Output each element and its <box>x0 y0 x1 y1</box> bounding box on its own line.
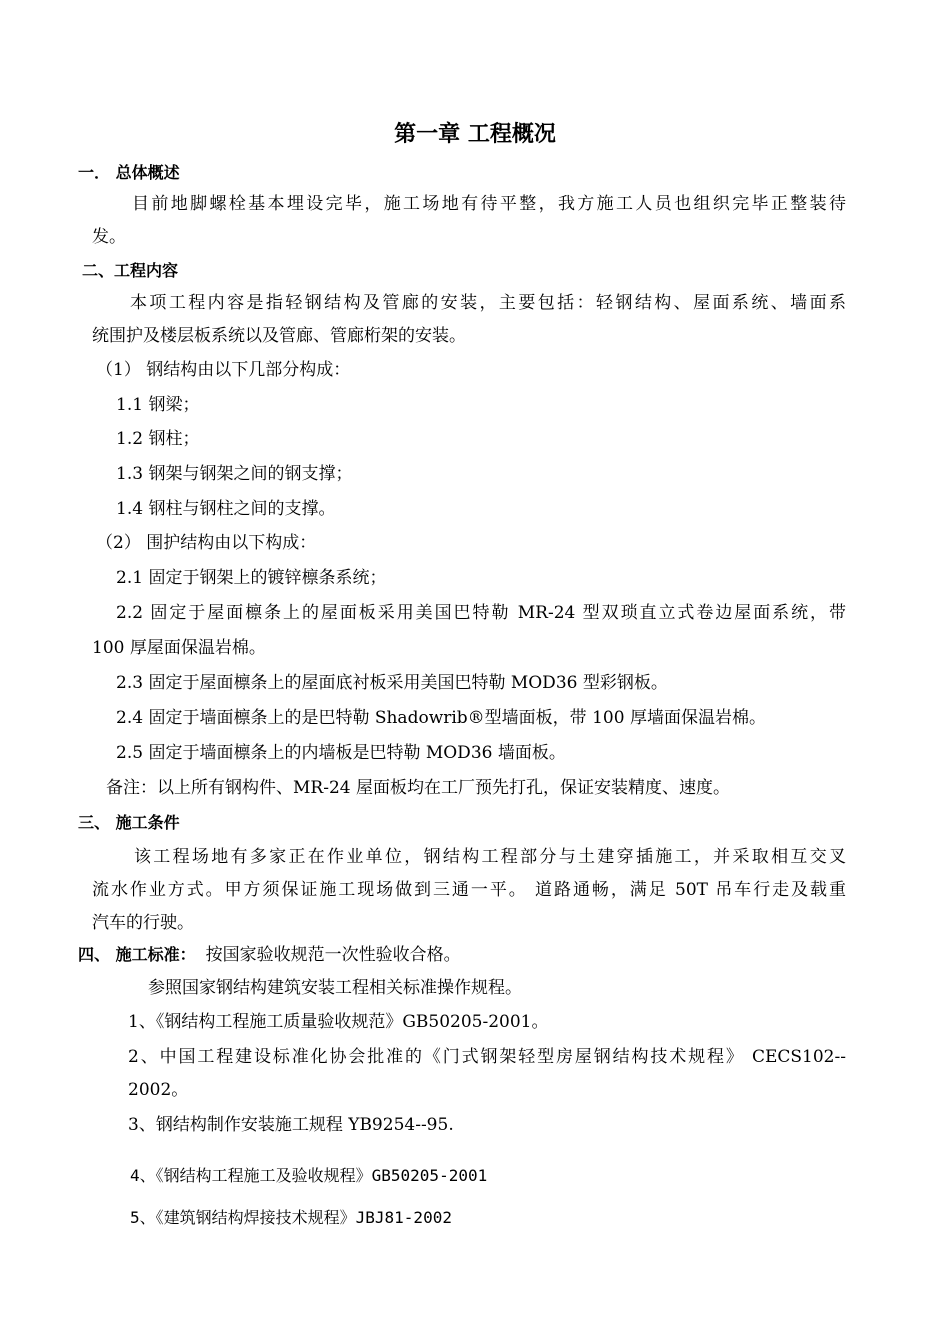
list-item: 2.5 固定于墙面檩条上的内墙板是巴特勒 MOD36 墙面板。 <box>116 743 566 763</box>
section-heading-overview: 一． 总体概述 <box>78 163 180 182</box>
paragraph-line: 流水作业方式。甲方须保证施工现场做到三通一平。 道路通畅，满足 50T 吊车行走及载重 <box>92 880 846 900</box>
section-heading-conditions: 三、 施工条件 <box>78 813 180 832</box>
list-item: 100 厚屋面保温岩棉。 <box>92 638 266 658</box>
list-item: 2.1 固定于钢架上的镀锌檩条系统； <box>116 568 387 588</box>
page-title: 第一章 工程概况 <box>394 122 556 147</box>
reference-item: 1、《钢结构工程施工质量验收规范》GB50205-2001。 <box>128 1012 549 1032</box>
reference-item: 2002。 <box>128 1080 189 1100</box>
list-item: 2.3 固定于屋面檩条上的屋面底衬板采用美国巴特勒 MOD36 型彩钢板。 <box>116 673 668 693</box>
section-heading-standards: 四、 施工标准： <box>78 945 196 964</box>
paragraph-line: 该工程场地有多家正在作业单位，钢结构工程部分与土建穿插施工，并采取相互交叉 <box>134 847 846 867</box>
standards-summary: 按国家验收规范一次性验收合格。 <box>205 945 461 965</box>
note: 备注：以上所有钢构件、MR-24 屋面板均在工厂预先打孔，保证安装精度、速度。 <box>106 778 730 798</box>
reference-item: 4、《钢结构工程施工及验收规程》GB50205-2001 <box>130 1166 488 1185</box>
paragraph-line: 参照国家钢结构建筑安装工程相关标准操作规程。 <box>148 978 522 998</box>
list-item: 2.2 固定于屋面檩条上的屋面板采用美国巴特勒 MR-24 型双琐直立式卷边屋面系统，带 <box>116 603 846 623</box>
list-item: 1.3 钢架与钢架之间的钢支撑； <box>116 464 353 484</box>
paragraph-line: 本项工程内容是指轻钢结构及管廊的安装，主要包括：轻钢结构、屋面系统、墙面系 <box>130 293 846 313</box>
section-heading-content: 二、工程内容 <box>82 261 179 280</box>
list-item: 2.4 固定于墙面檩条上的是巴特勒 Shadowrib®型墙面板，带 100 厚墙面保温岩棉。 <box>116 708 766 728</box>
list-group-heading: （2） 围护结构由以下构成： <box>96 533 317 553</box>
list-item: 1.4 钢柱与钢柱之间的支撑。 <box>116 499 336 519</box>
reference-item: 2、中国工程建设标准化协会批准的《门式钢架轻型房屋钢结构技术规程》 CECS102-- <box>128 1047 846 1067</box>
list-item: 1.1 钢梁； <box>116 395 200 415</box>
list-item: 1.2 钢柱； <box>116 429 200 449</box>
paragraph-line: 目前地脚螺栓基本埋设完毕，施工场地有待平整，我方施工人员也组织完毕正整装待 <box>132 194 846 214</box>
paragraph-line: 统围护及楼层板系统以及管廊、管廊桁架的安装。 <box>92 326 466 346</box>
reference-item: 5、《建筑钢结构焊接技术规程》JBJ81-2002 <box>130 1208 452 1227</box>
paragraph-line: 汽车的行驶。 <box>92 913 194 933</box>
reference-item: 3、钢结构制作安装施工规程 YB9254--95. <box>128 1115 454 1135</box>
list-group-heading: （1） 钢结构由以下几部分构成： <box>96 360 351 380</box>
section-heading-standards-line <box>78 944 461 966</box>
paragraph-line: 发。 <box>92 227 126 247</box>
